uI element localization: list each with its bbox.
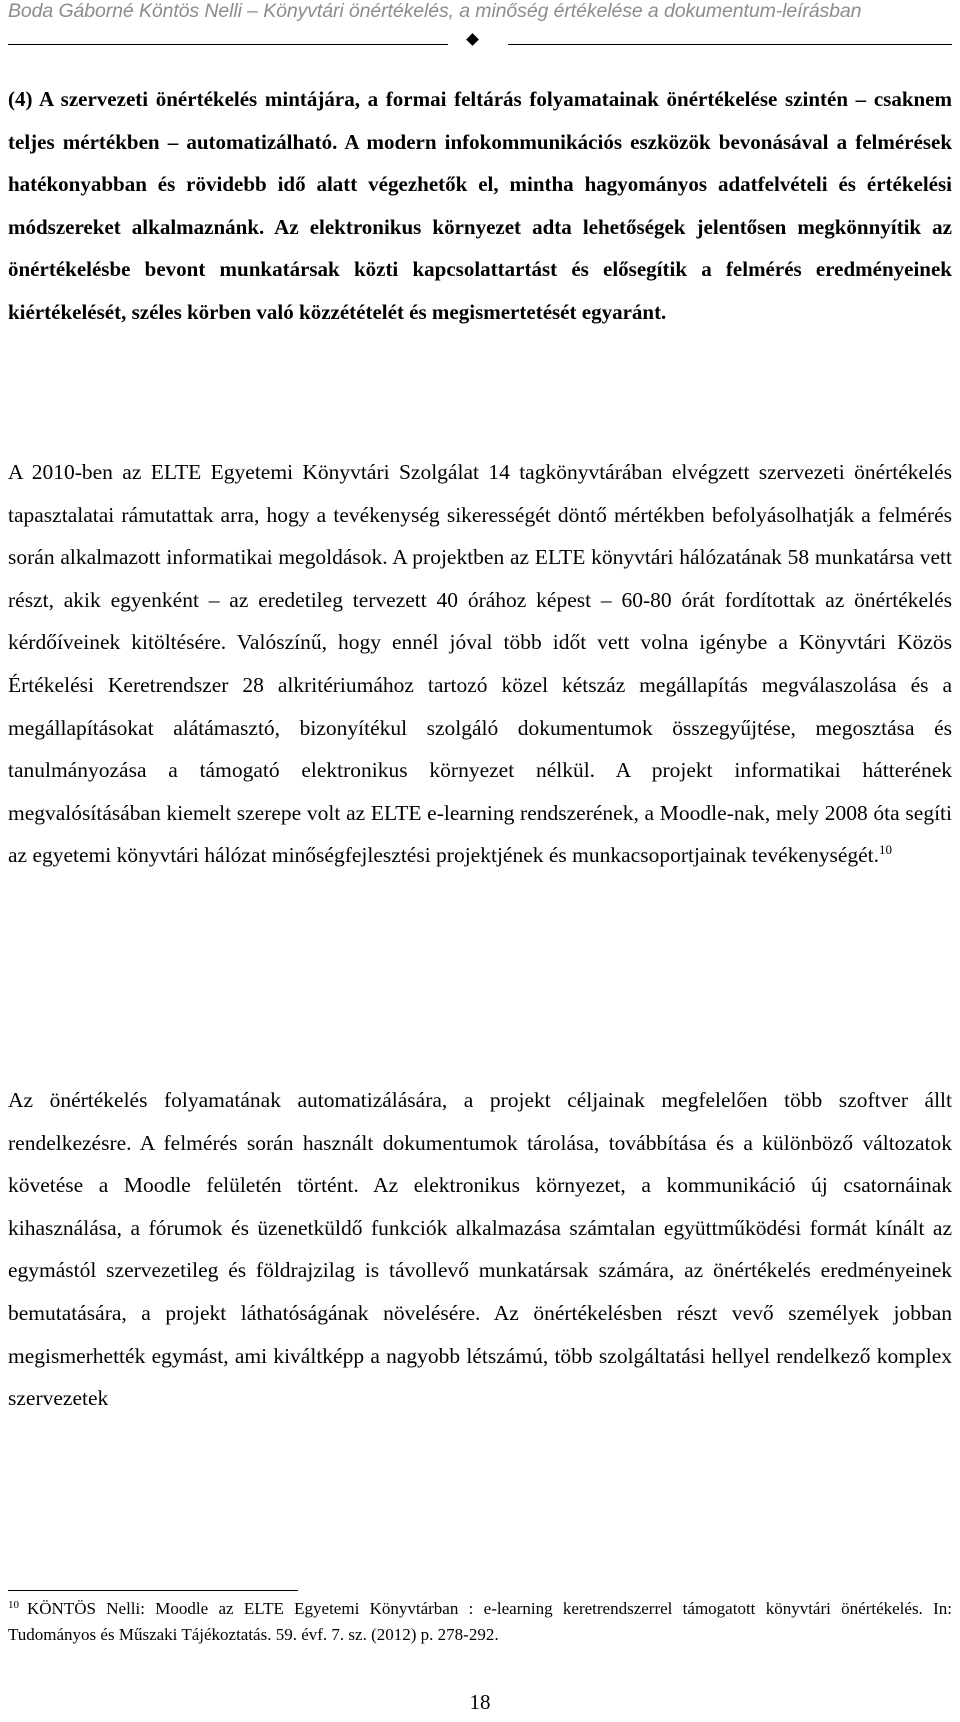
paragraph-3: Az önértékelés folyamatának automatizálására, a projekt céljainak megfelelően több szoftver állt rendelkezésre. A felmérés során használt dokumentumok tárolása, továbbítása és a különböző változatok követése a Moodle felületén történt. Az elektronikus környezet, a kommunikáció új csatornáinak kihasználása, a fórumok és üzenetküldő funkciók alkalmazása számtalan együttműködési formát kínált az egymástól szervezetileg és földrajzilag is távollevő munkatársak számára, az önértékelés eredményeinek bemutatására, a projekt láthatóságának növelésére. Az önértékelésben részt vevő személyek jobban megismerhették egymást, ami kiváltképp a nagyobb létszámú, több szolgáltatási hellyel rendelkező komplex szervezetek (8, 1088, 952, 1411)
footnote-number: 10 (8, 1599, 19, 1611)
footnote-reference[interactable]: 10 (879, 842, 893, 858)
running-header: Boda Gáborné Köntös Nelli – Könyvtári önértékelés, a minőség értékelése a dokumentum-leírásban (8, 0, 862, 22)
footnote (8, 1596, 952, 1648)
page-number: 18 (469, 1690, 491, 1714)
footnote-separator (8, 1590, 298, 1591)
paragraph-1: (4) A szervezeti önértékelés mintájára, a formai feltárás folyamatainak önértékelése szintén – csaknem teljes mértékben – automatizálható. A modern infokommunikációs eszközök bevonásával a felmérések hatékonyabban és rövidebb idő alatt végezhetők el, mintha hagyományos adatfelvételi és értékelési módszereket alkalmaznánk. Az elektronikus környezet adta lehetőségek jelentősen megkönnyítik az önértékelésbe bevont munkatársak közti kapcsolattartást és elősegítik a felmérés eredményeinek kiértékelését, széles körben való közzétételét és megismertetését egyaránt. (8, 87, 952, 324)
paragraph-2-text: A 2010-ben az ELTE Egyetemi Könyvtári Szolgálat 14 tagkönyvtárában elvégzett szervezeti önértékelés tapasztalatai rámutattak arra, hogy a tevékenység sikerességét döntő mértékben befolyásolhatják a felmérés során alkalmazott informatikai megoldások. A projektben az ELTE könyvtári hálózatának 58 munkatársa vett részt, akik egyenként – az eredetileg tervezett 40 órához képest – 60-80 órát fordítottak az önértékelés kérdőíveinek kitöltésére. Valószínű, hogy ennél jóval több időt vett volna igénybe a Könyvtári Közös Értékelési Keretrendszer 28 alkritériumához tartozó közel kétszáz megállapítás megválaszolása és a megállapításokat alátámasztó, bizonyítékul szolgáló dokumentumok összegyűjtése, megosztása és tanulmányozása a támogató elektronikus környezet nélkül. A projekt informatikai hátterének megvalósításában kiemelt szerepe volt az ELTE e-learning rendszerének, a Moodle-nak, mely 2008 óta segíti az egyetemi könyvtári hálózat minőségfejlesztési projektjének és munkacsoportjainak tevékenységét. (8, 460, 952, 868)
footnote-text: KÖNTÖS Nelli: Moodle az ELTE Egyetemi Könyvtárban : e-learning keretrendszerrel támogatott könyvtári önértékelés. In: Tudományos és Műszaki Tájékoztatás. 59. évf. 7. sz. (2012) p. 278-292. (8, 1599, 952, 1644)
header-rule-left (8, 44, 448, 45)
paragraph-2 (8, 451, 952, 877)
diamond-icon (466, 33, 479, 46)
header-rule-right (508, 44, 952, 45)
